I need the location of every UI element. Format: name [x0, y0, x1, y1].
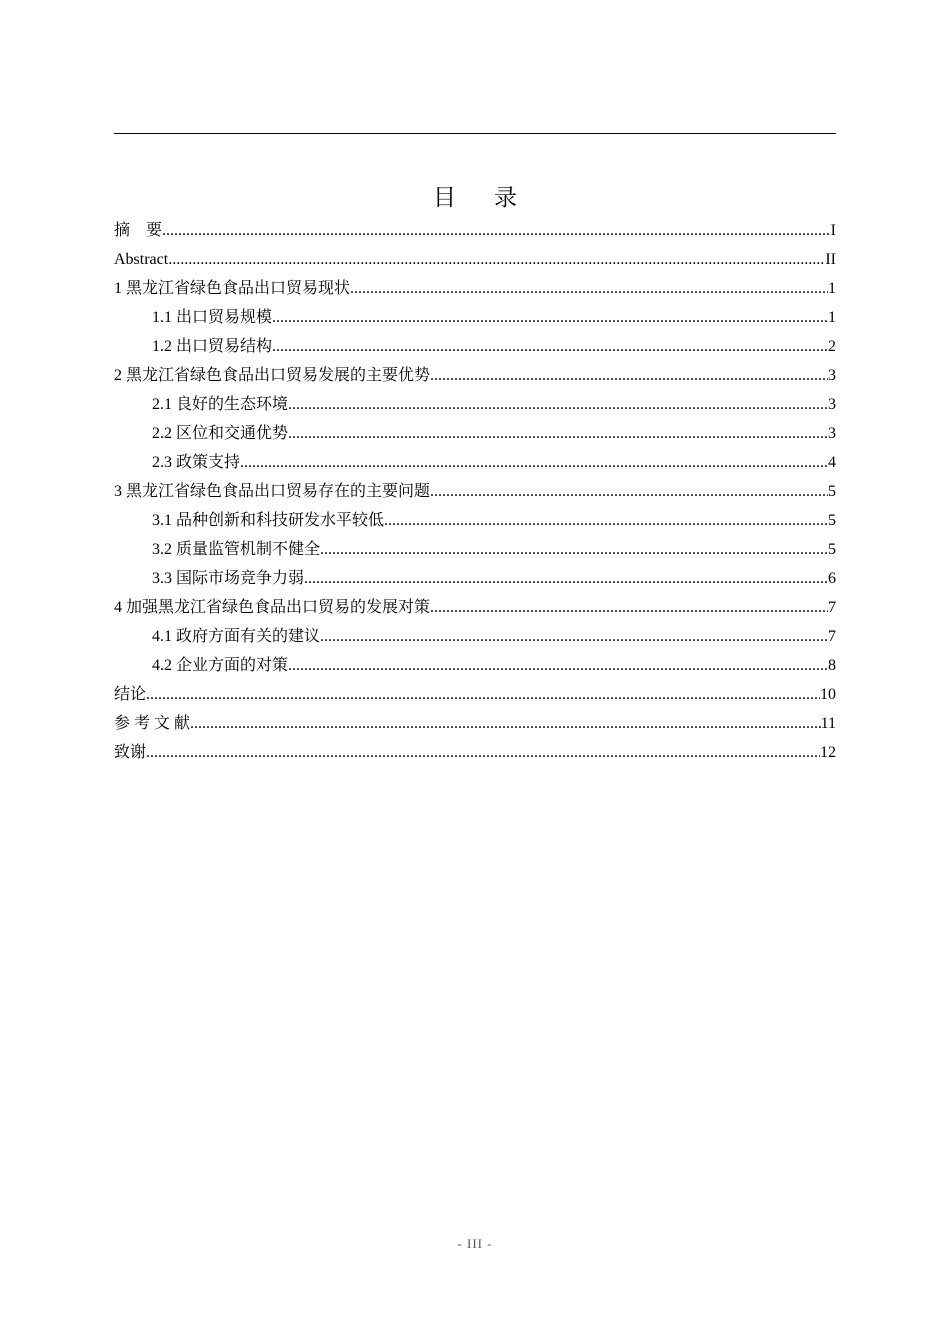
toc-dot-leader	[146, 680, 820, 709]
toc-entry[interactable]	[114, 593, 836, 622]
toc-dot-leader	[146, 738, 820, 767]
toc-entry-label: 2.2 区位和交通优势	[152, 425, 289, 442]
toc-entry[interactable]	[114, 564, 836, 593]
toc-entry[interactable]	[114, 245, 836, 274]
toc-entry[interactable]	[114, 651, 836, 680]
toc-entry-page: 7	[828, 628, 836, 645]
toc-entry[interactable]	[114, 506, 836, 535]
toc-dot-leader	[350, 274, 828, 303]
toc-entry[interactable]	[114, 477, 836, 506]
toc-entry[interactable]	[114, 738, 836, 767]
toc-entry-page: 8	[828, 657, 836, 674]
toc-dot-leader	[190, 709, 821, 738]
toc-entry[interactable]	[114, 361, 836, 390]
toc-dot-leader	[272, 332, 828, 361]
toc-entry-page: 5	[828, 541, 836, 558]
toc-dot-leader	[288, 651, 828, 680]
toc-entry-label: 4 加强黑龙江省绿色食品出口贸易的发展对策	[114, 599, 431, 616]
toc-dot-leader	[320, 622, 828, 651]
toc-entry-label: 3.2 质量监管机制不健全	[152, 541, 321, 558]
toc-entry-page: 4	[828, 454, 836, 471]
toc-dot-leader	[384, 506, 828, 535]
toc-entry-label: 摘 要	[114, 222, 163, 239]
toc-entry[interactable]	[114, 448, 836, 477]
toc-dot-leader	[272, 303, 828, 332]
toc-entry[interactable]	[114, 622, 836, 651]
toc-entry-label: 1.2 出口贸易结构	[152, 338, 273, 355]
toc-entry-label: 2 黑龙江省绿色食品出口贸易发展的主要优势	[114, 367, 431, 384]
toc-dot-leader	[162, 216, 831, 245]
table-of-contents	[114, 216, 836, 767]
toc-entry-label: Abstract	[114, 251, 169, 268]
toc-entry[interactable]	[114, 709, 836, 738]
toc-entry-page: 3	[828, 425, 836, 442]
toc-entry-page: 3	[828, 367, 836, 384]
toc-dot-leader	[168, 245, 825, 274]
toc-entry-label: 参 考 文 献	[114, 715, 191, 732]
toc-entry-label: 4.1 政府方面有关的建议	[152, 628, 321, 645]
toc-dot-leader	[288, 390, 828, 419]
toc-entry[interactable]	[114, 332, 836, 361]
toc-entry[interactable]	[114, 680, 836, 709]
toc-entry-label: 1 黑龙江省绿色食品出口贸易现状	[114, 280, 351, 297]
toc-entry-label: 3.1 品种创新和科技研发水平较低	[152, 512, 385, 529]
toc-entry-label: 2.3 政策支持	[152, 454, 241, 471]
toc-entry[interactable]	[114, 303, 836, 332]
toc-entry-label: 致谢	[114, 744, 147, 761]
toc-dot-leader	[304, 564, 828, 593]
toc-entry[interactable]	[114, 216, 836, 245]
toc-entry[interactable]	[114, 274, 836, 303]
toc-dot-leader	[430, 477, 828, 506]
toc-dot-leader	[240, 448, 828, 477]
toc-entry-page: II	[825, 251, 836, 268]
page-title: 目录	[433, 185, 555, 211]
toc-entry-page: I	[830, 222, 836, 239]
toc-entry-label: 结论	[114, 686, 147, 703]
toc-entry-page: 7	[828, 599, 836, 616]
page-number-footer: - III -	[457, 1236, 493, 1251]
toc-dot-leader	[288, 419, 828, 448]
toc-entry-page: 12	[820, 744, 836, 761]
toc-entry-label: 1.1 出口贸易规模	[152, 309, 273, 326]
toc-entry-page: 5	[828, 512, 836, 529]
toc-entry-page: 1	[828, 309, 836, 326]
toc-entry-page: 3	[828, 396, 836, 413]
toc-entry-page: 5	[828, 483, 836, 500]
toc-entry-page: 6	[828, 570, 836, 587]
toc-entry[interactable]	[114, 419, 836, 448]
toc-dot-leader	[430, 593, 828, 622]
toc-entry-page: 1	[828, 280, 836, 297]
toc-entry[interactable]	[114, 390, 836, 419]
toc-entry[interactable]	[114, 535, 836, 564]
toc-entry-page: 11	[820, 715, 836, 732]
toc-dot-leader	[430, 361, 828, 390]
toc-entry-label: 3.3 国际市场竞争力弱	[152, 570, 305, 587]
toc-entry-label: 2.1 良好的生态环境	[152, 396, 289, 413]
toc-entry-page: 10	[820, 686, 836, 703]
toc-entry-page: 2	[828, 338, 836, 355]
toc-dot-leader	[320, 535, 828, 564]
header-rule	[114, 133, 836, 134]
toc-entry-label: 4.2 企业方面的对策	[152, 657, 289, 674]
toc-entry-label: 3 黑龙江省绿色食品出口贸易存在的主要问题	[114, 483, 431, 500]
